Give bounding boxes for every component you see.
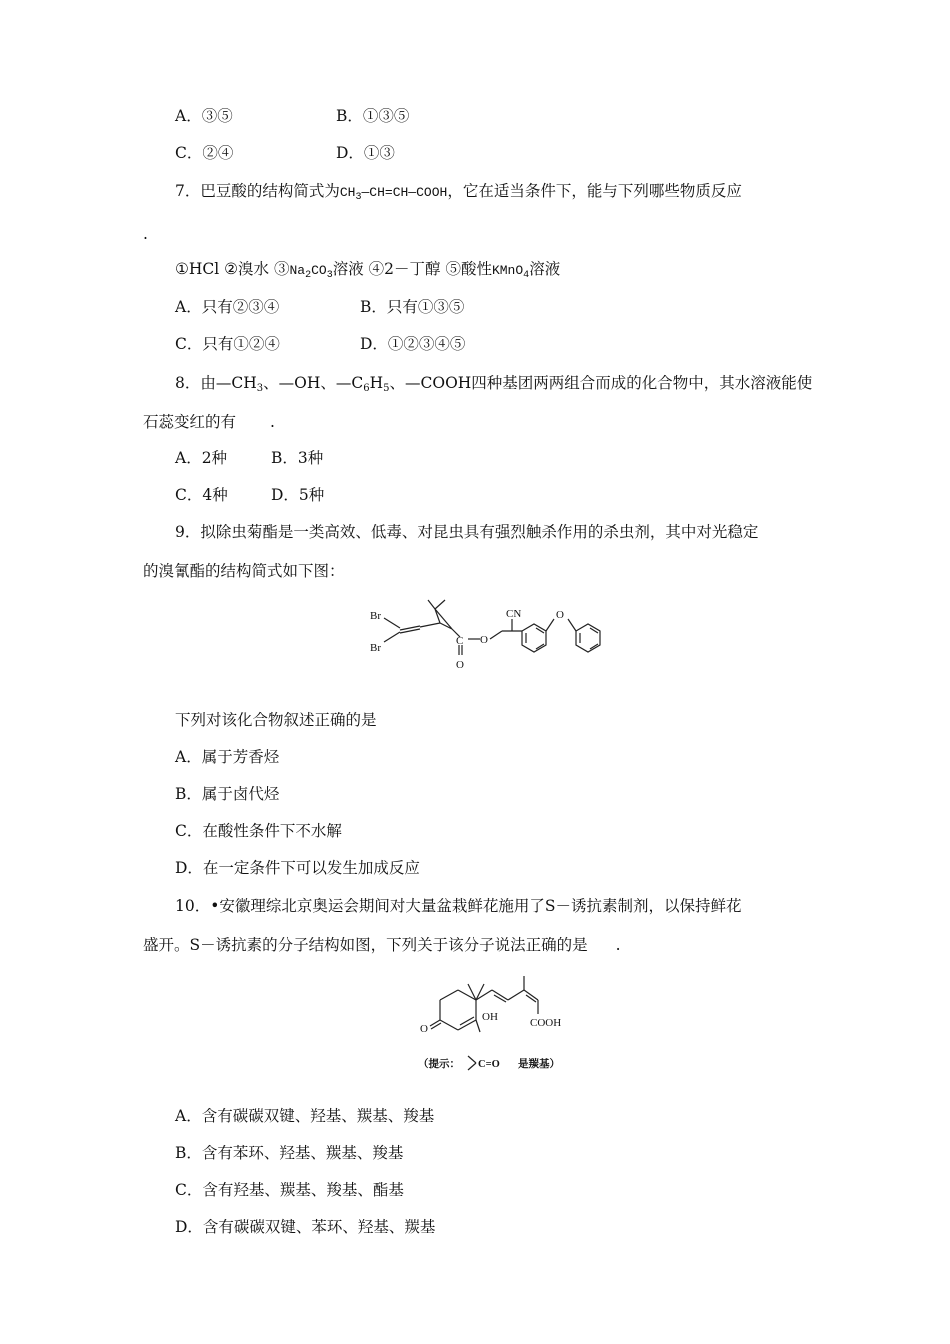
q6-option-d: D．①③ [336, 144, 395, 162]
br-label-1: Br [370, 610, 381, 622]
q7-kmno-sub: 4 [523, 270, 530, 281]
cyano-label: CN [506, 608, 522, 620]
q7-stem-post: ，它在适当条件下，能与下列哪些物质反应 [447, 182, 742, 200]
hydroxyl-label: OH [482, 1011, 498, 1023]
q9-option-b: B．属于卤代烃 [175, 785, 280, 803]
q10-option-d: D．含有碳碳双键、苯环、羟基、羰基 [175, 1218, 436, 1236]
q7-items-1: ①HCl ②溴水 ③ [175, 260, 290, 278]
q7-option-a: A．只有②③④ [175, 298, 280, 316]
q9-stem-line2: 的溴氰酯的结构简式如下图： [143, 562, 345, 580]
q7-formula-sub: 3 [355, 192, 362, 203]
ester-oxygen-label: O [480, 634, 488, 646]
carbonyl-oxygen-label: O [456, 659, 464, 671]
q7-na-sub: 2 [305, 270, 312, 281]
ether-oxygen-label: O [556, 609, 564, 621]
q7-kmno: KMnO [491, 263, 524, 278]
q7-na: Na [289, 263, 306, 278]
q8-stem-3: H [369, 374, 384, 392]
q9-question: 下列对该化合物叙述正确的是 [175, 711, 377, 729]
q9-option-c: C．在酸性条件下不水解 [175, 822, 342, 840]
q7-stem-pre: 7．巴豆酸的结构简式为 [175, 182, 340, 200]
q7-items-2: 溶液 ④2－丁醇 ⑤酸性 [332, 260, 492, 278]
q8-option-b: B．3种 [271, 449, 324, 467]
q10-dot: . [615, 936, 621, 954]
q8-option-c: C．4种 [175, 486, 228, 504]
q10-option-c: C．含有羟基、羰基、羧基、酯基 [175, 1181, 404, 1199]
q7-formula-rest: —CH=CH—COOH [361, 185, 448, 200]
q8-sub5: 5 [383, 383, 390, 394]
deltamethrin-structure [370, 595, 610, 675]
q7-items-3: 溶液 [529, 260, 561, 278]
q8-stem-4: 、—COOH四种基团两两组合而成的化合物中，其水溶液能使 [389, 374, 813, 392]
q7-option-c: C．只有①②④ [175, 335, 280, 353]
hint-carbonyl-group: C=O [478, 1059, 500, 1070]
q8-dot: . [270, 413, 275, 431]
q8-sub3: 3 [256, 383, 264, 394]
hint-suffix: 是羰基） [518, 1059, 560, 1070]
carbon-label: C [456, 635, 464, 647]
q10-stem-line2 [143, 935, 621, 955]
q8-option-a: A．2种 [175, 449, 228, 467]
q8-stem-line2-text: 石蕊变红的有 [143, 413, 237, 431]
q9-stem-line1: 9．拟除虫菊酯是一类高效、低毒、对昆虫具有强烈触杀作用的杀虫剂，其中对光稳定 [175, 523, 759, 541]
hint-prefix: （提示： [418, 1059, 460, 1070]
br-label-2: Br [370, 642, 381, 654]
q8-stem [175, 373, 812, 393]
q10-stem-line1: 10．•安徽理综北京奥运会期间对大量盆栽鲜花施用了S－诱抗素制剂，以保持鲜花 [175, 897, 742, 915]
q8-stem-2: 、—OH、—C [263, 374, 364, 392]
q7-option-b: B．只有①③⑤ [360, 298, 465, 316]
q7-stem [175, 181, 742, 203]
q6-option-b: B．①③⑤ [336, 107, 410, 125]
q7-dot: . [143, 225, 148, 243]
q7-co: CO [311, 263, 327, 278]
q6-option-a: A．③⑤ [175, 107, 233, 125]
q7-formula-ch: CH [339, 185, 356, 200]
q6-option-c: C．②④ [175, 144, 234, 162]
q10-option-b: B．含有苯环、羟基、羰基、羧基 [175, 1144, 404, 1162]
carboxyl-label: COOH [530, 1017, 562, 1029]
q7-items [175, 259, 560, 281]
q7-co-sub: 3 [326, 270, 333, 281]
ketone-oxygen-label: O [420, 1023, 428, 1035]
q10-stem-line2-text: 盛开。S－诱抗素的分子结构如图，下列关于该分子说法正确的是 [143, 936, 588, 954]
q8-sub6: 6 [363, 383, 370, 394]
q7-option-d: D．①②③④⑤ [360, 335, 466, 353]
q8-stem-line2 [143, 412, 275, 432]
q8-option-d: D．5种 [271, 486, 325, 504]
q10-option-a: A．含有碳碳双键、羟基、羰基、羧基 [175, 1107, 435, 1125]
abscisic-acid-structure [418, 970, 578, 1080]
q9-option-d: D．在一定条件下可以发生加成反应 [175, 859, 420, 877]
q9-option-a: A．属于芳香烃 [175, 748, 280, 766]
q8-stem-1: 8．由—CH [175, 374, 257, 392]
